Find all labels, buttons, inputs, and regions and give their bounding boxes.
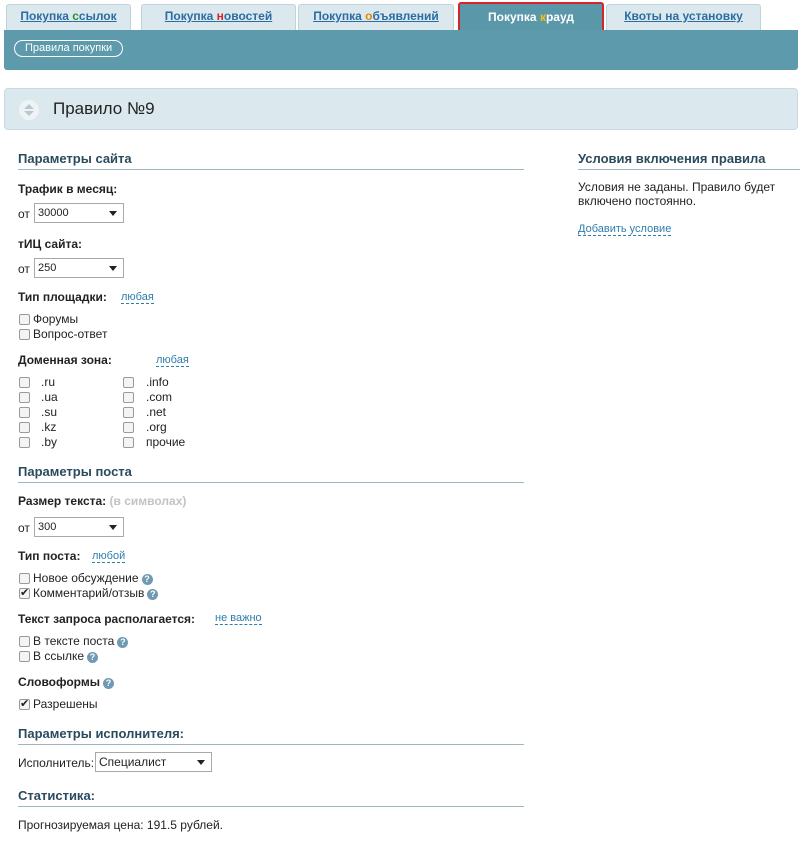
checkbox-qa[interactable] <box>19 329 30 340</box>
tab-label: сылок <box>78 9 117 23</box>
post-type-label: Тип поста: <box>18 549 81 563</box>
help-icon[interactable]: ? <box>147 589 158 600</box>
domain-zone-label: Доменная зона: <box>18 353 112 367</box>
tab-label: Квоты на установку <box>624 9 743 23</box>
post-type-any-link[interactable]: любой <box>92 550 126 562</box>
tic-from-label: от <box>18 262 30 276</box>
tic-select[interactable] <box>34 258 124 278</box>
chevron-down-icon <box>109 266 117 271</box>
section-heading-conditions: Условия включения правила <box>578 151 800 170</box>
tab-label: Покупка <box>164 9 217 23</box>
chevron-down-icon <box>109 525 117 530</box>
tab-install-quotas[interactable] <box>606 4 761 30</box>
text-size-hint: (в символах) <box>109 494 187 508</box>
checkbox-label <box>33 649 98 663</box>
chevron-down-icon <box>197 760 205 765</box>
sort-arrows-icon <box>19 100 39 120</box>
chevron-down-icon <box>109 211 117 216</box>
platform-any-link[interactable]: любая <box>121 291 154 303</box>
tab-label: овостей <box>223 9 273 23</box>
checkbox-zone-su[interactable] <box>19 407 30 418</box>
help-icon[interactable]: ? <box>117 637 128 648</box>
rule-header <box>4 88 798 130</box>
text-size-label-text: Размер текста: <box>18 494 107 508</box>
checkbox-label-text: В ссылке <box>33 649 85 663</box>
checkbox-label-text: В тексте поста <box>33 634 115 648</box>
tab-buy-links[interactable] <box>6 4 131 30</box>
tab-buy-news[interactable] <box>141 4 296 30</box>
tab-buy-crowd[interactable] <box>458 2 604 32</box>
section-heading-executor: Параметры исполнителя: <box>18 726 524 745</box>
checkbox-wordforms-allowed[interactable] <box>19 699 30 710</box>
conditions-text: Условия не заданы. Правило будет включено постоянно. <box>578 180 776 208</box>
text-size-select[interactable] <box>34 517 124 537</box>
checkbox-in-link[interactable] <box>19 651 30 662</box>
checkbox-zone-ua[interactable] <box>19 392 30 403</box>
checkbox-label: Разрешены <box>33 697 98 711</box>
page-title: Правило №9 <box>53 99 155 118</box>
checkbox-zone-info[interactable] <box>123 377 134 388</box>
checkbox-label-text: Комментарий/отзыв <box>33 586 145 600</box>
platform-type-label: Тип площадки: <box>18 290 107 304</box>
traffic-from-label: от <box>18 207 30 221</box>
zone-label: .by <box>41 435 58 449</box>
tab-label: рауд <box>545 10 574 24</box>
zone-label: .ru <box>41 375 56 389</box>
executor-select[interactable] <box>95 752 212 772</box>
checkbox-comment-review[interactable] <box>19 588 30 599</box>
traffic-select[interactable] <box>34 203 124 223</box>
traffic-label: Трафик в месяц: <box>18 182 118 196</box>
checkbox-zone-by[interactable] <box>19 437 30 448</box>
tab-label: Покупка <box>488 10 540 24</box>
add-condition-link[interactable]: Добавить условие <box>578 223 672 235</box>
checkbox-zone-ru[interactable] <box>19 377 30 388</box>
size-from-label: от <box>18 521 30 535</box>
toolbar <box>4 30 798 70</box>
tab-label: Покупка <box>313 9 366 23</box>
checkbox-label <box>33 586 158 600</box>
checkbox-in-post-text[interactable] <box>19 636 30 647</box>
help-icon[interactable]: ? <box>142 574 153 585</box>
tic-label: тИЦ сайта: <box>18 237 83 251</box>
checkbox-label <box>33 634 128 648</box>
top-tabs <box>0 0 800 30</box>
checkbox-zone-net[interactable] <box>123 407 134 418</box>
section-heading-stats: Статистика: <box>18 788 524 807</box>
zone-label: .su <box>41 405 58 419</box>
zone-label: .com <box>146 390 173 404</box>
executor-label: Исполнитель: <box>18 756 95 770</box>
tic-select-value: 250 <box>38 262 57 274</box>
checkbox-label: Вопрос-ответ <box>33 327 108 341</box>
tab-label-highlight: о <box>365 9 373 23</box>
tab-label: Покупка <box>20 9 73 23</box>
traffic-select-value: 30000 <box>38 207 69 219</box>
tab-buy-ads[interactable] <box>298 4 454 30</box>
checkbox-label: Форумы <box>33 312 79 326</box>
tab-label-highlight: н <box>216 9 224 23</box>
checkbox-new-discussion[interactable] <box>19 573 30 584</box>
section-heading-site-params: Параметры сайта <box>18 151 524 170</box>
zone-label: прочие <box>146 435 186 449</box>
query-location-label: Текст запроса располагается: <box>18 612 196 626</box>
zone-label: .ua <box>41 390 58 404</box>
zone-label: .org <box>146 420 167 434</box>
wordforms-label <box>18 675 114 689</box>
wordforms-label-text: Словоформы <box>18 675 100 689</box>
checkbox-label <box>33 571 153 585</box>
checkbox-zone-com[interactable] <box>123 392 134 403</box>
zone-label: .net <box>146 405 167 419</box>
zone-label: .kz <box>41 420 57 434</box>
query-location-link[interactable]: не важно <box>215 612 262 624</box>
checkbox-label-text: Новое обсуждение <box>33 571 139 585</box>
help-icon[interactable]: ? <box>87 652 98 663</box>
tab-label: бъявлений <box>372 9 439 23</box>
help-icon[interactable]: ? <box>103 678 114 689</box>
checkbox-zone-other[interactable] <box>123 437 134 448</box>
text-size-label <box>18 494 186 508</box>
text-size-select-value: 300 <box>38 521 57 533</box>
section-heading-post-params: Параметры поста <box>18 464 524 483</box>
forecast-price: Прогнозируемая цена: 191.5 рублей. <box>18 818 224 832</box>
tab-label-highlight: с <box>72 9 79 23</box>
checkbox-forums[interactable] <box>19 314 30 325</box>
checkbox-zone-org[interactable] <box>123 422 134 433</box>
executor-select-value: Специалист <box>99 755 167 769</box>
tab-label-highlight: к <box>539 10 546 24</box>
checkbox-zone-kz[interactable] <box>19 422 30 433</box>
zone-label: .info <box>146 375 169 389</box>
zone-any-link[interactable]: любая <box>156 354 189 366</box>
rules-button[interactable]: Правила покупки <box>14 40 123 57</box>
